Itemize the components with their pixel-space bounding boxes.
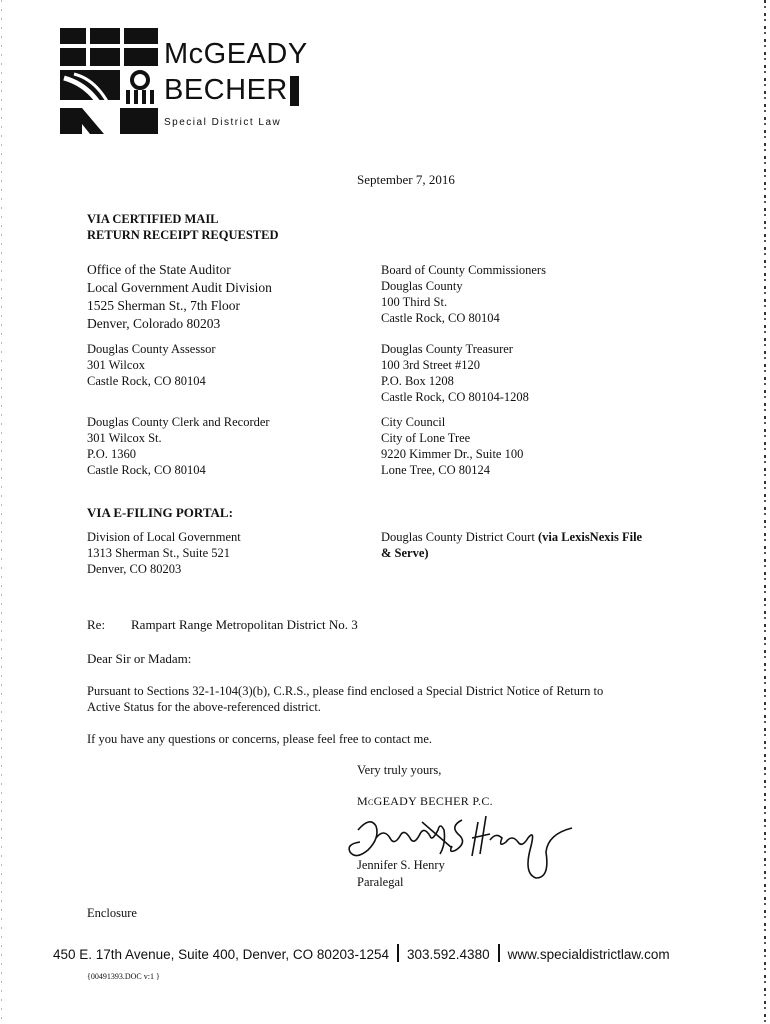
body-paragraph-1 <box>87 683 687 715</box>
address-line: P.O. 1360 <box>87 447 136 461</box>
address-line: Denver, CO 80203 <box>87 562 182 576</box>
body-paragraph-2: If you have any questions or concerns, please feel free to contact me. <box>87 732 432 746</box>
valediction: Very truly yours, <box>357 763 442 777</box>
address-line: Douglas County Assessor <box>87 342 216 356</box>
footer-phone: 303.592.4380 <box>407 947 490 962</box>
footer-address: 450 E. 17th Avenue, Suite 400, Denver, CO 80203-1254 <box>53 947 389 962</box>
scan-edge-right <box>764 0 766 1024</box>
body-line: Pursuant to Sections 32-1-104(3)(b), C.R.S., please find enclosed a Special District Notice of Return to <box>87 684 604 698</box>
letter-date: September 7, 2016 <box>357 172 455 187</box>
address-line: Lone Tree, CO 80124 <box>381 463 491 477</box>
address-line: 1313 Sherman St., Suite 521 <box>87 546 231 560</box>
efiling-heading: VIA E-FILING PORTAL: <box>87 505 233 520</box>
address-line: Castle Rock, CO 80104 <box>381 311 500 325</box>
address-line: Board of County Commissioners <box>381 263 546 277</box>
address-line: City of Lone Tree <box>381 431 471 445</box>
footer-divider <box>498 944 500 962</box>
logo-mark-icon <box>60 28 158 134</box>
address-line: Castle Rock, CO 80104-1208 <box>381 390 529 404</box>
address-line: Denver, Colorado 80203 <box>87 316 221 331</box>
signer-title: Paralegal <box>357 875 404 889</box>
court-filing-method: (via LexisNexis File <box>537 530 643 544</box>
address-county-treasurer <box>381 341 529 405</box>
address-board-commissioners <box>381 262 546 326</box>
address-line: Douglas County <box>381 279 463 293</box>
address-city-council <box>381 414 523 478</box>
address-line: P.O. Box 1208 <box>381 374 454 388</box>
address-line: 9220 Kimmer Dr., Suite 100 <box>381 447 524 461</box>
footer-divider <box>397 944 399 962</box>
address-local-government <box>87 529 241 577</box>
address-line: Office of the State Auditor <box>87 262 231 277</box>
logo <box>60 28 310 138</box>
address-line: City Council <box>381 415 446 429</box>
address-county-assessor <box>87 341 215 389</box>
logo-name-line2: BECHER <box>164 74 288 106</box>
re-label: Re: <box>87 617 106 632</box>
letterhead-footer <box>53 944 670 962</box>
court-name: Douglas County District Court <box>381 530 538 544</box>
re-subject: Rampart Range Metropolitan District No. 3 <box>131 617 358 632</box>
address-line: 100 Third St. <box>381 295 448 309</box>
address-line: 301 Wilcox <box>87 358 145 372</box>
address-line: Division of Local Government <box>87 530 241 544</box>
footer-website: www.specialdistrictlaw.com <box>507 947 670 962</box>
address-line: Local Government Audit Division <box>87 280 272 295</box>
address-state-auditor <box>87 261 272 333</box>
signer-name: Jennifer S. Henry <box>357 858 445 872</box>
firm-signature-line: McGEADY BECHER P.C. <box>357 794 493 808</box>
logo-bar <box>290 76 299 106</box>
body-line: Active Status for the above-referenced district. <box>87 700 321 714</box>
address-district-court <box>381 529 681 561</box>
salutation: Dear Sir or Madam: <box>87 651 192 666</box>
document-id: {00491393.DOC v:1 } <box>87 972 160 981</box>
enclosure-note: Enclosure <box>87 906 137 920</box>
delivery-method-line1: VIA CERTIFIED MAIL <box>87 212 219 226</box>
logo-name-line1: McGEADY <box>164 38 308 70</box>
court-filing-method-cont: & Serve) <box>381 546 429 560</box>
address-line: Castle Rock, CO 80104 <box>87 374 206 388</box>
logo-tagline: Special District Law <box>164 117 282 128</box>
address-line: 100 3rd Street #120 <box>381 358 480 372</box>
delivery-method-line2: RETURN RECEIPT REQUESTED <box>87 228 279 242</box>
address-line: Douglas County Clerk and Recorder <box>87 415 270 429</box>
address-line: Douglas County Treasurer <box>381 342 513 356</box>
address-line: 1525 Sherman St., 7th Floor <box>87 298 241 313</box>
address-county-clerk <box>87 414 270 478</box>
address-line: Castle Rock, CO 80104 <box>87 463 206 477</box>
scan-edge-left <box>1 0 2 1024</box>
address-line: 301 Wilcox St. <box>87 431 162 445</box>
